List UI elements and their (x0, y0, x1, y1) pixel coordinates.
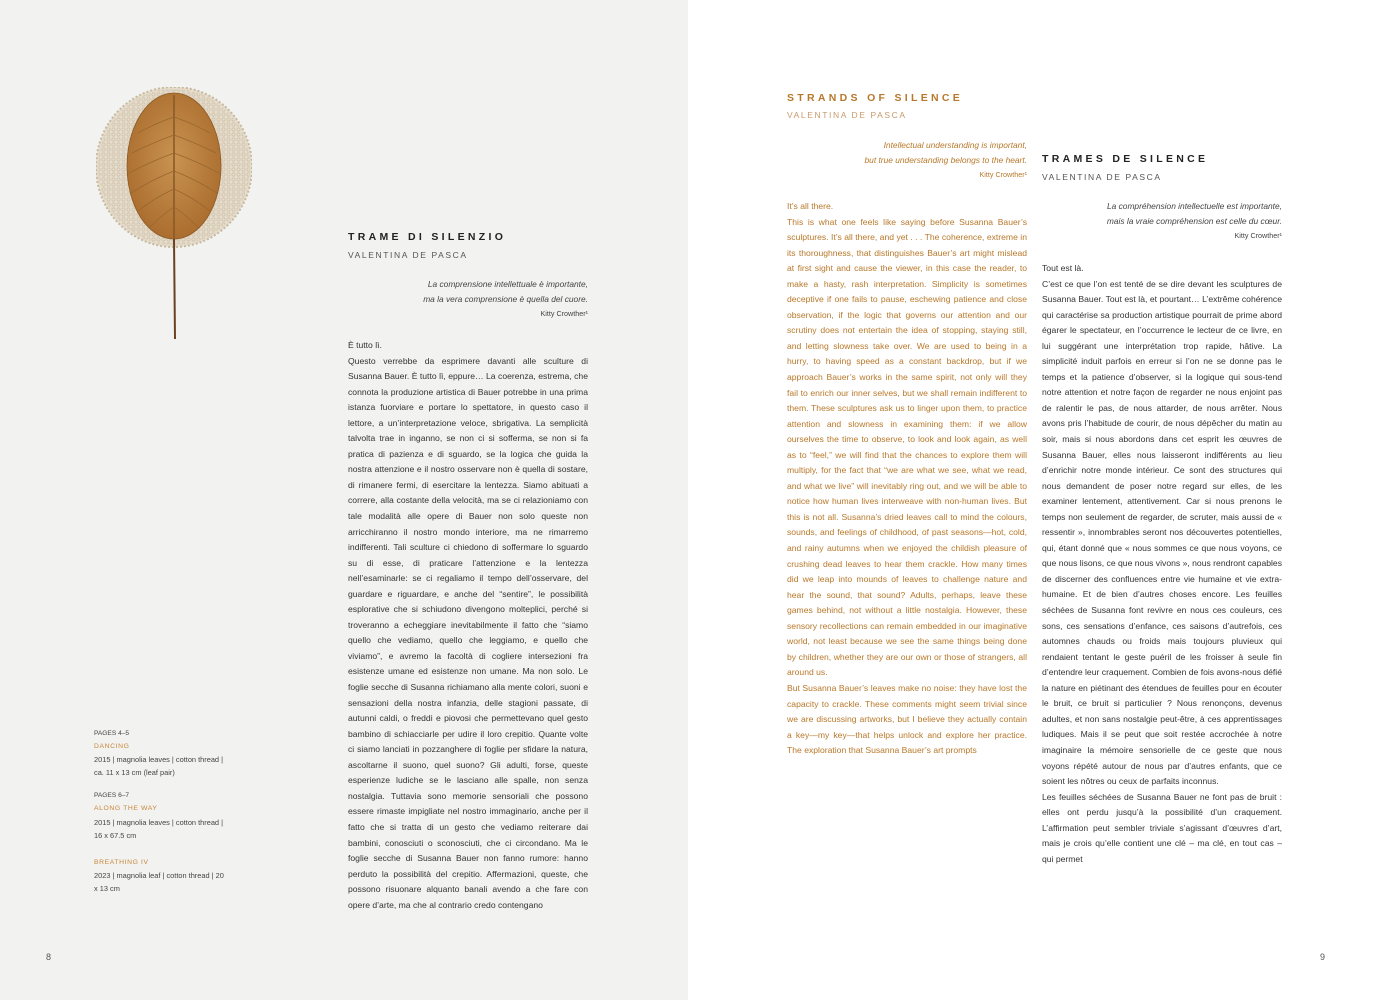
body-paragraph: But Susanna Bauer’s leaves make no noise: they have lost the capacity to crackle. These comments might seem trivial since we are discussing artworks, but I believe they actually contain a key—my key—that helps unlock and explore her practice. The exploration that Susanna Bauer’s art prompts (787, 682, 1027, 756)
caption-item (94, 727, 224, 779)
french-body (1042, 261, 1282, 867)
quote-line-1: La compréhension intellectuelle est importante, (1106, 201, 1282, 211)
caption-title: DANCING (94, 743, 130, 751)
body-paragraph: Tout est là. (1042, 263, 1084, 273)
french-author: VALENTINA DE PASCA (1042, 172, 1162, 182)
caption-title: BREATHING IV (94, 858, 149, 866)
quote-line-1: La comprensione intellettuale è importante, (427, 279, 588, 289)
quote-line-2: ma la vera comprensione è quella del cuore. (423, 294, 588, 304)
quote-attribution: Kitty Crowther¹ (979, 170, 1027, 179)
body-paragraph: Les feuilles séchées de Susanna Bauer ne font pas de bruit : elles ont perdu jusqu’à la possibilité d’un craquement. L’affirmation peut sembler triviale s’agissant d’œuvres d’art, mais je crois qu’elle contient une clé – ma clé, en tout cas – qui permet (1042, 791, 1282, 864)
body-paragraph: This is what one feels like saying before Susanna Bauer’s sculptures. It’s all there, and yet . . . The coherence, extreme in its thoroughness, that distinguishes Bauer’s art might mislead at first sight and cause the viewer, in this case the reader, to make a hasty, rash interpretation. Simplicity is sometimes deceptive if one fails to pause, eschewing patience and close observation, if the logic that governs our attention and our scrutiny does not entertain the idea of stopping, staying still, and letting slowness take over. We are used to being in a hurry, to having speed as a constant backdrop, but if we approach Bauer’s works in the same spirit, not only will they fail to enrich our inner selves, but we shall remain indifferent to them. These sculptures ask us to linger upon them, to practice attention and slowness in examining them: if we allow ourselves the time to observe, to look and look again, as well as to “feel,” we will find that the chances to explore them will multiply, for the fact that “we are what we see, what we read, and what we live” will inevitably ring out, and we will be able to notice how human lives interweave with non-human lives. But this is not all. Susanna’s dried leaves call to mind the colours, sounds, and feelings of childhood, of past seasons—hot, cold, and rainy autumns when we enjoyed the childish pleasure of crushing dead leaves to hear them crackle. How many times did we leap into mounds of leaves to challenge nature and hear the sound, that sound? Adults, perhaps, leave these games behind, not without a little nostalgia. However, these sensory recollections can remain embedded in our imaginative world, not least because we see the same things being done by children, whether they are our own or those of strangers, all around us. (787, 216, 1027, 678)
body-paragraph: Questo verrebbe da esprimere davanti alle sculture di Susanna Bauer. È tutto lì, eppure… La coerenza, estrema, che connota la produzione artistica di Bauer potrebbe in una prima istanza fuorviare e portare lo spettatore, in questo caso il lettore, a un’interpretazione veloce, sbrigativa. La semplicità talvolta trae in inganno, se non ci si sofferma, se non si fa pratica di pazienza e di sguardo, se la logica che guida la nostra attenzione e il nostro osservare non è quella di sostare, di rimanere fermi, di esercitare la lentezza. Siamo abituati a correre, alla costante della velocità, ma se ci relazioniamo con tale modalità alle opere di Bauer non solo queste non arricchiranno il nostro mondo interiore, ma ne rimarremo indifferenti. Tali sculture ci chiedono di soffermare lo sguardo su di esse, di praticare l’attenzione e la lentezza nell’esaminarle: se ci regaliamo il tempo dell’osservare, del guardare e riguardare, e anche del “sentire”, le possibilità esplorative che si schiudono divengono molteplici, perché si troveranno a echeggiare inevitabilmente il fatto che “siamo quello che vediamo, quello che leggiamo, e quello che viviamo”, e avremo la facoltà di cogliere intersezioni fra esistenze umane ed esistenze non umane. Ma non solo. Le foglie secche di Susanna richiamano alla mente colori, suoni e sensazioni della nostra infanzia, delle stagioni passate, di autunni caldi, o freddi e piovosi che permettevano quel gesto bambino di schiacciarle per udire il loro crepitio. Quante volte ci siamo lanciati in pozzanghere di foglie per sfidare la natura, ascoltarne il suono, quel suono? Gli adulti, forse, queste esperienze ludiche se le lasciano alle spalle, non senza nostalgia. Tuttavia sono memorie sensoriali che possono essere rimaste impigliate nel nostro immaginario, anche per il fatto che si tratta di un gesto che vediamo reiterare dai bambini, conosciuti o sconosciuti, che ci circondano. Ma le foglie secche di Susanna Bauer non fanno rumore: hanno perduto la possibilità del crepitio. Affermazioni, queste, che possono risuonare alquanto banali avendo a che fare con opere d’arte, ma che al contrario credo contengano (348, 355, 588, 910)
english-author: VALENTINA DE PASCA (787, 110, 907, 120)
quote-attribution: Kitty Crowther¹ (1234, 231, 1282, 240)
caption-item (94, 789, 224, 841)
caption-title: ALONG THE WAY (94, 805, 158, 813)
english-epigraph (826, 138, 1027, 182)
body-paragraph: C’est ce que l’on est tenté de se dire devant les sculptures de Susanna Bauer. Tout est là, et pourtant… L’extrême cohérence qui caractérise sa production artistique pourrait de prime abord égarer le spectateur, en l’occurrence le lecteur de ce livre, en lui suggérant une interprétation trop rapide, hâtive. La simplicité induit parfois en erreur si l’on ne se donne pas le temps et la patience d’observer, si la logique qui sous-tend notre attention et notre façon de regarder ne nous enjoint pas de ralentir le pas, de nous attarder, de nous arrêter. Nous avons pris l’habitude de courir, de nous dépêcher du matin au soir, mais si nous abordons dans cet esprit les œuvres de Susanna Bauer, elles nous laisseront indifférents au lieu d’enrichir notre monde intérieur. Ce sont des structures qui nous demandent de poser notre regard sur elles, de les examiner lentement, attentivement. Car si nous prenons le temps non seulement de regarder, de scruter, mais aussi de « ressentir », innombrables seront nos découvertes potentielles, qui, étant donné que « nous sommes ce que nous voyons, ce que nous lisons, ce que nous vivons », nous rendront capables de discerner des confluences entre vie humaine et vie extra-humaine. Et de bien d’autres choses encore. Les feuilles séchées de Susanna font revivre en nous ces couleurs, ces sons, ces sensations d’enfance, ces saisons d’autrefois, ces automnes chauds ou froids mais toujours pluvieux qui rendaient tentant le geste puéril de les froisser à seule fin d’entendre leur craquement. Combien de fois avons-nous défié la nature en piétinant des étendues de feuilles pour en écouter le bruit, ce bruit si particulier ? Nous renonçons, devenus adultes, et non sans nostalgie peut-être, à ces apprentissages ludiques. Mais il se peut que soit restée accrochée à notre imaginaire la mémoire sensorielle de ce geste que nous voyons répété autour de nous par d’autres enfants, que ce soient les nôtres ou ceux de parfaits inconnus. (1042, 278, 1282, 787)
article-body (348, 338, 588, 913)
quote-line-2: mais la vraie compréhension est celle du cœur. (1106, 216, 1282, 226)
body-paragraph: It’s all there. (787, 201, 834, 211)
french-epigraph (1068, 199, 1282, 243)
quote-attribution: Kitty Crowther¹ (540, 309, 588, 318)
article-title: TRAME DI SILENZIO (348, 231, 507, 243)
english-title: STRANDS OF SILENCE (787, 92, 964, 104)
caption-pages: PAGES 6–7 (94, 792, 130, 800)
quote-line-1: Intellectual understanding is important, (883, 140, 1027, 150)
quote-line-2: but true understanding belongs to the heart. (864, 155, 1027, 165)
caption-details: 2015 | magnolia leaves | cotton thread | ca. 11 x 13 cm (leaf pair) (94, 755, 224, 778)
french-title: TRAMES DE SILENCE (1042, 153, 1209, 165)
caption-details: 2023 | magnolia leaf | cotton thread | 20 x 13 cm (94, 870, 224, 893)
crocheted-leaf-artwork (96, 87, 252, 342)
body-paragraph: È tutto lì. (348, 340, 382, 350)
page-number: 8 (46, 952, 52, 962)
caption-pages: PAGES 4–5 (94, 730, 130, 737)
caption-details: 2015 | magnolia leaves | cotton thread | 16 x 67.5 cm (94, 817, 224, 840)
caption-item (94, 856, 224, 895)
image-captions (94, 727, 224, 905)
page-number: 9 (1320, 952, 1326, 962)
right-page (688, 0, 1375, 1000)
article-author: VALENTINA DE PASCA (348, 250, 468, 260)
english-body (787, 199, 1027, 759)
epigraph-quote (380, 277, 588, 321)
